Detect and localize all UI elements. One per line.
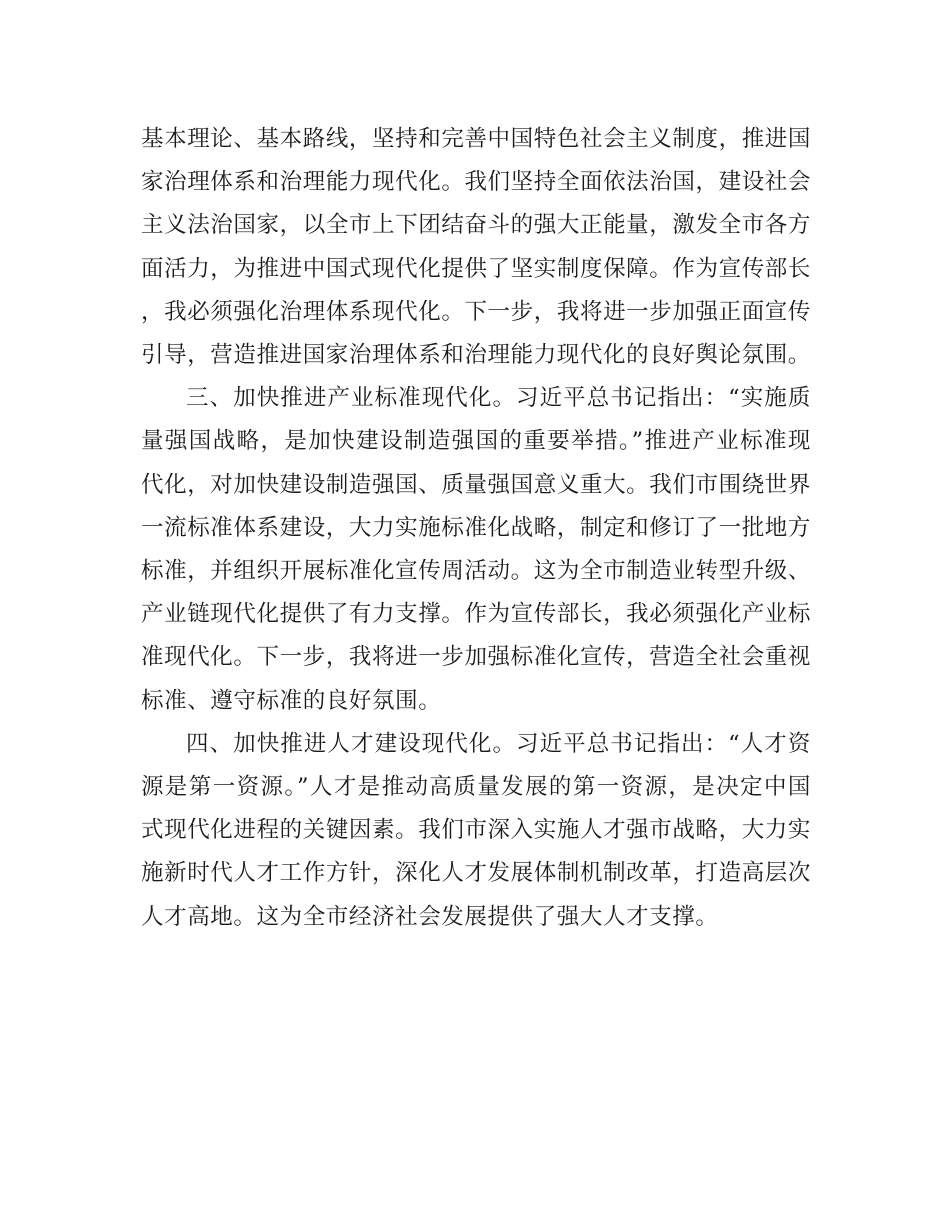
paragraph-talent-development: 四、加快推进人才建设现代化。习近平总书记指出：“人才资源是第一资源。”人才是推动高质量发展的第一资源，是决定中国式现代化进程的关键因素。我们市深入实施人才强市战略，大力实施新时代人才工作方针，深化人才发展体制机制改革，打造高层次人才高地。这为全市经济社会发展提供了强大人才支撑。 [141, 730, 811, 930]
document-body [141, 118, 811, 939]
paragraph-industry-standards: 三、加快推进产业标准现代化。习近平总书记指出：“实施质量强国战略，是加快建设制造强国的重要举措。”推进产业标准现代化，对加快建设制造强国、质量强国意义重大。我们市围绕世界一流标准体系建设，大力实施标准化战略，制定和修订了一批地方标准，并组织开展标准化宣传周活动。这为全市制造业转型升级、产业链现代化提供了有力支撑。作为宣传部长，我必须强化产业标准现代化。下一步，我将进一步加强标准化宣传，营造全社会重视标准、遵守标准的良好氛围。 [141, 385, 811, 714]
paragraph-governance-continued: 基本理论、基本路线，坚持和完善中国特色社会主义制度，推进国家治理体系和治理能力现代化。我们坚持全面依法治国，建设社会主义法治国家，以全市上下团结奋斗的强大正能量，激发全市各方面活力，为推进中国式现代化提供了坚实制度保障。作为宣传部长，我必须强化治理体系现代化。下一步，我将进一步加强正面宣传引导，营造推进国家治理体系和治理能力现代化的良好舆论氛围。 [141, 126, 811, 369]
